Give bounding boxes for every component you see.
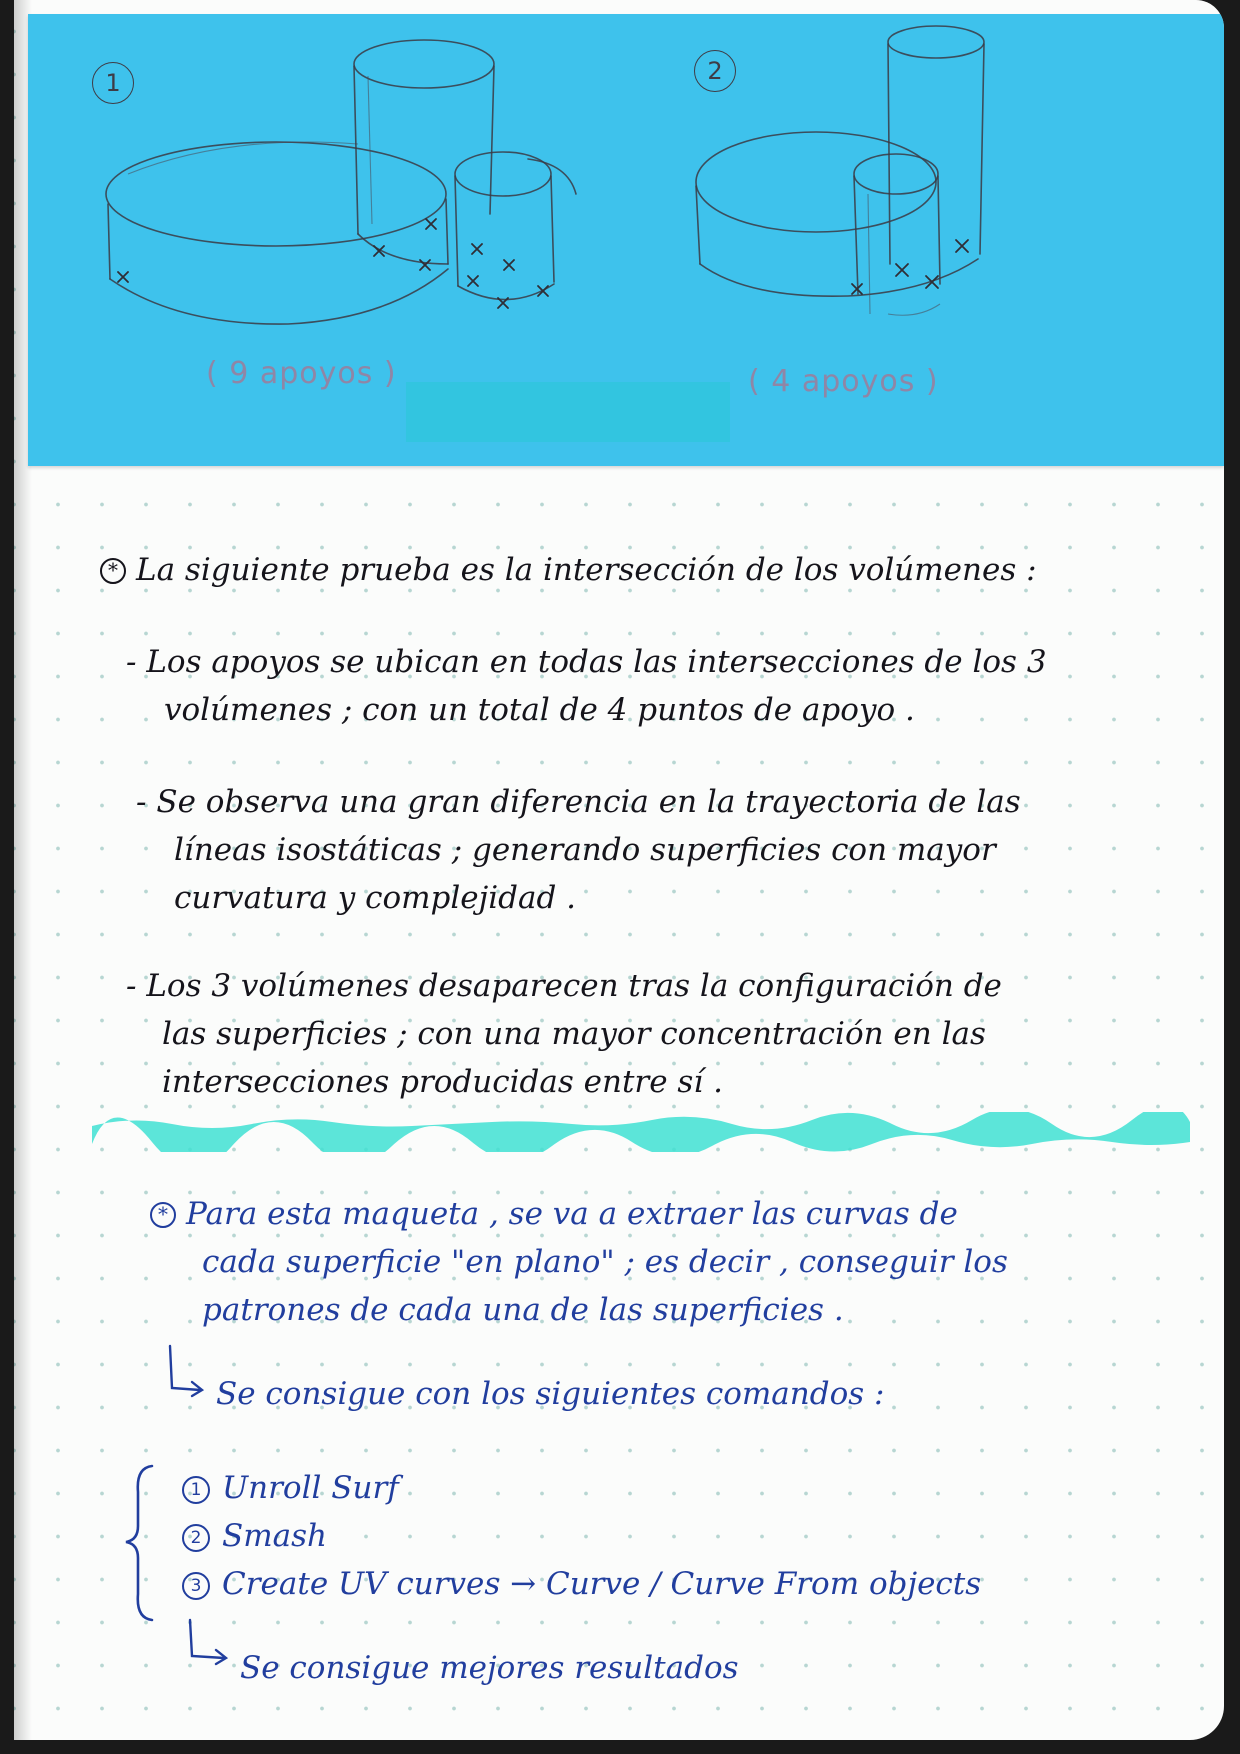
highlighter-divider — [92, 1112, 1190, 1152]
bullet-3-line-1: - Los 3 volúmenes desaparecen tras la configuración de — [126, 968, 1002, 1004]
commands-intro: Se consigue con los siguientes comandos : — [216, 1376, 885, 1412]
bullet-2-line-2: líneas isostáticas ; generando superficies con mayor — [174, 832, 996, 868]
command-number-2: 2 — [182, 1524, 210, 1552]
support-marks-1 — [118, 219, 548, 308]
command-number-1: 1 — [182, 1476, 210, 1504]
final-note: Se consigue mejores resultados — [240, 1650, 739, 1686]
circled-asterisk-icon: * — [150, 1202, 176, 1228]
command-number-3: 3 — [182, 1572, 210, 1600]
hook-arrow-icon — [184, 1618, 244, 1674]
bullet-3-line-2: las superficies ; con una mayor concentración en las — [162, 1016, 986, 1052]
sketch-1-number: 1 — [92, 62, 134, 104]
curly-brace-icon — [122, 1462, 162, 1622]
model-paragraph-line-2: cada superficie "en plano" ; es decir , conseguir los — [202, 1244, 1008, 1280]
model-paragraph-line-1: * Para esta maqueta , se va a extraer las curvas de — [150, 1196, 958, 1232]
sketch-1-volumes — [106, 40, 576, 324]
bullet-2-line-1: - Se observa una gran diferencia en la trayectoria de las — [136, 784, 1021, 820]
bullet-3-line-3: intersecciones producidas entre sí . — [162, 1064, 723, 1100]
tape-strip — [406, 382, 730, 442]
hook-arrow-icon — [164, 1344, 214, 1404]
model-paragraph-line-3: patrones de cada una de las superficies . — [202, 1292, 844, 1328]
bullet-1-line-2: volúmenes ; con un total de 4 puntos de apoyo . — [164, 692, 915, 728]
sketch-2-caption: ( 4 apoyos ) — [748, 364, 939, 399]
sketch-2-number: 2 — [694, 50, 736, 92]
circled-asterisk-icon: * — [100, 558, 126, 584]
bullet-2-line-3: curvatura y complejidad . — [174, 880, 577, 916]
sticky-note — [28, 14, 1224, 466]
notebook-page — [14, 0, 1224, 1740]
sketch-1-caption: ( 9 apoyos ) — [206, 356, 397, 391]
command-item-3: 3 Create UV curves → Curve / Curve From objects — [182, 1566, 981, 1602]
intro-heading: * La siguiente prueba es la intersección de los volúmenes : — [100, 552, 1037, 588]
command-item-2: 2 Smash — [182, 1518, 327, 1554]
bullet-1-line-1: - Los apoyos se ubican en todas las intersecciones de los 3 — [126, 644, 1047, 680]
sketch-2-volumes — [696, 26, 984, 315]
command-item-1: 1 Unroll Surf — [182, 1470, 399, 1506]
